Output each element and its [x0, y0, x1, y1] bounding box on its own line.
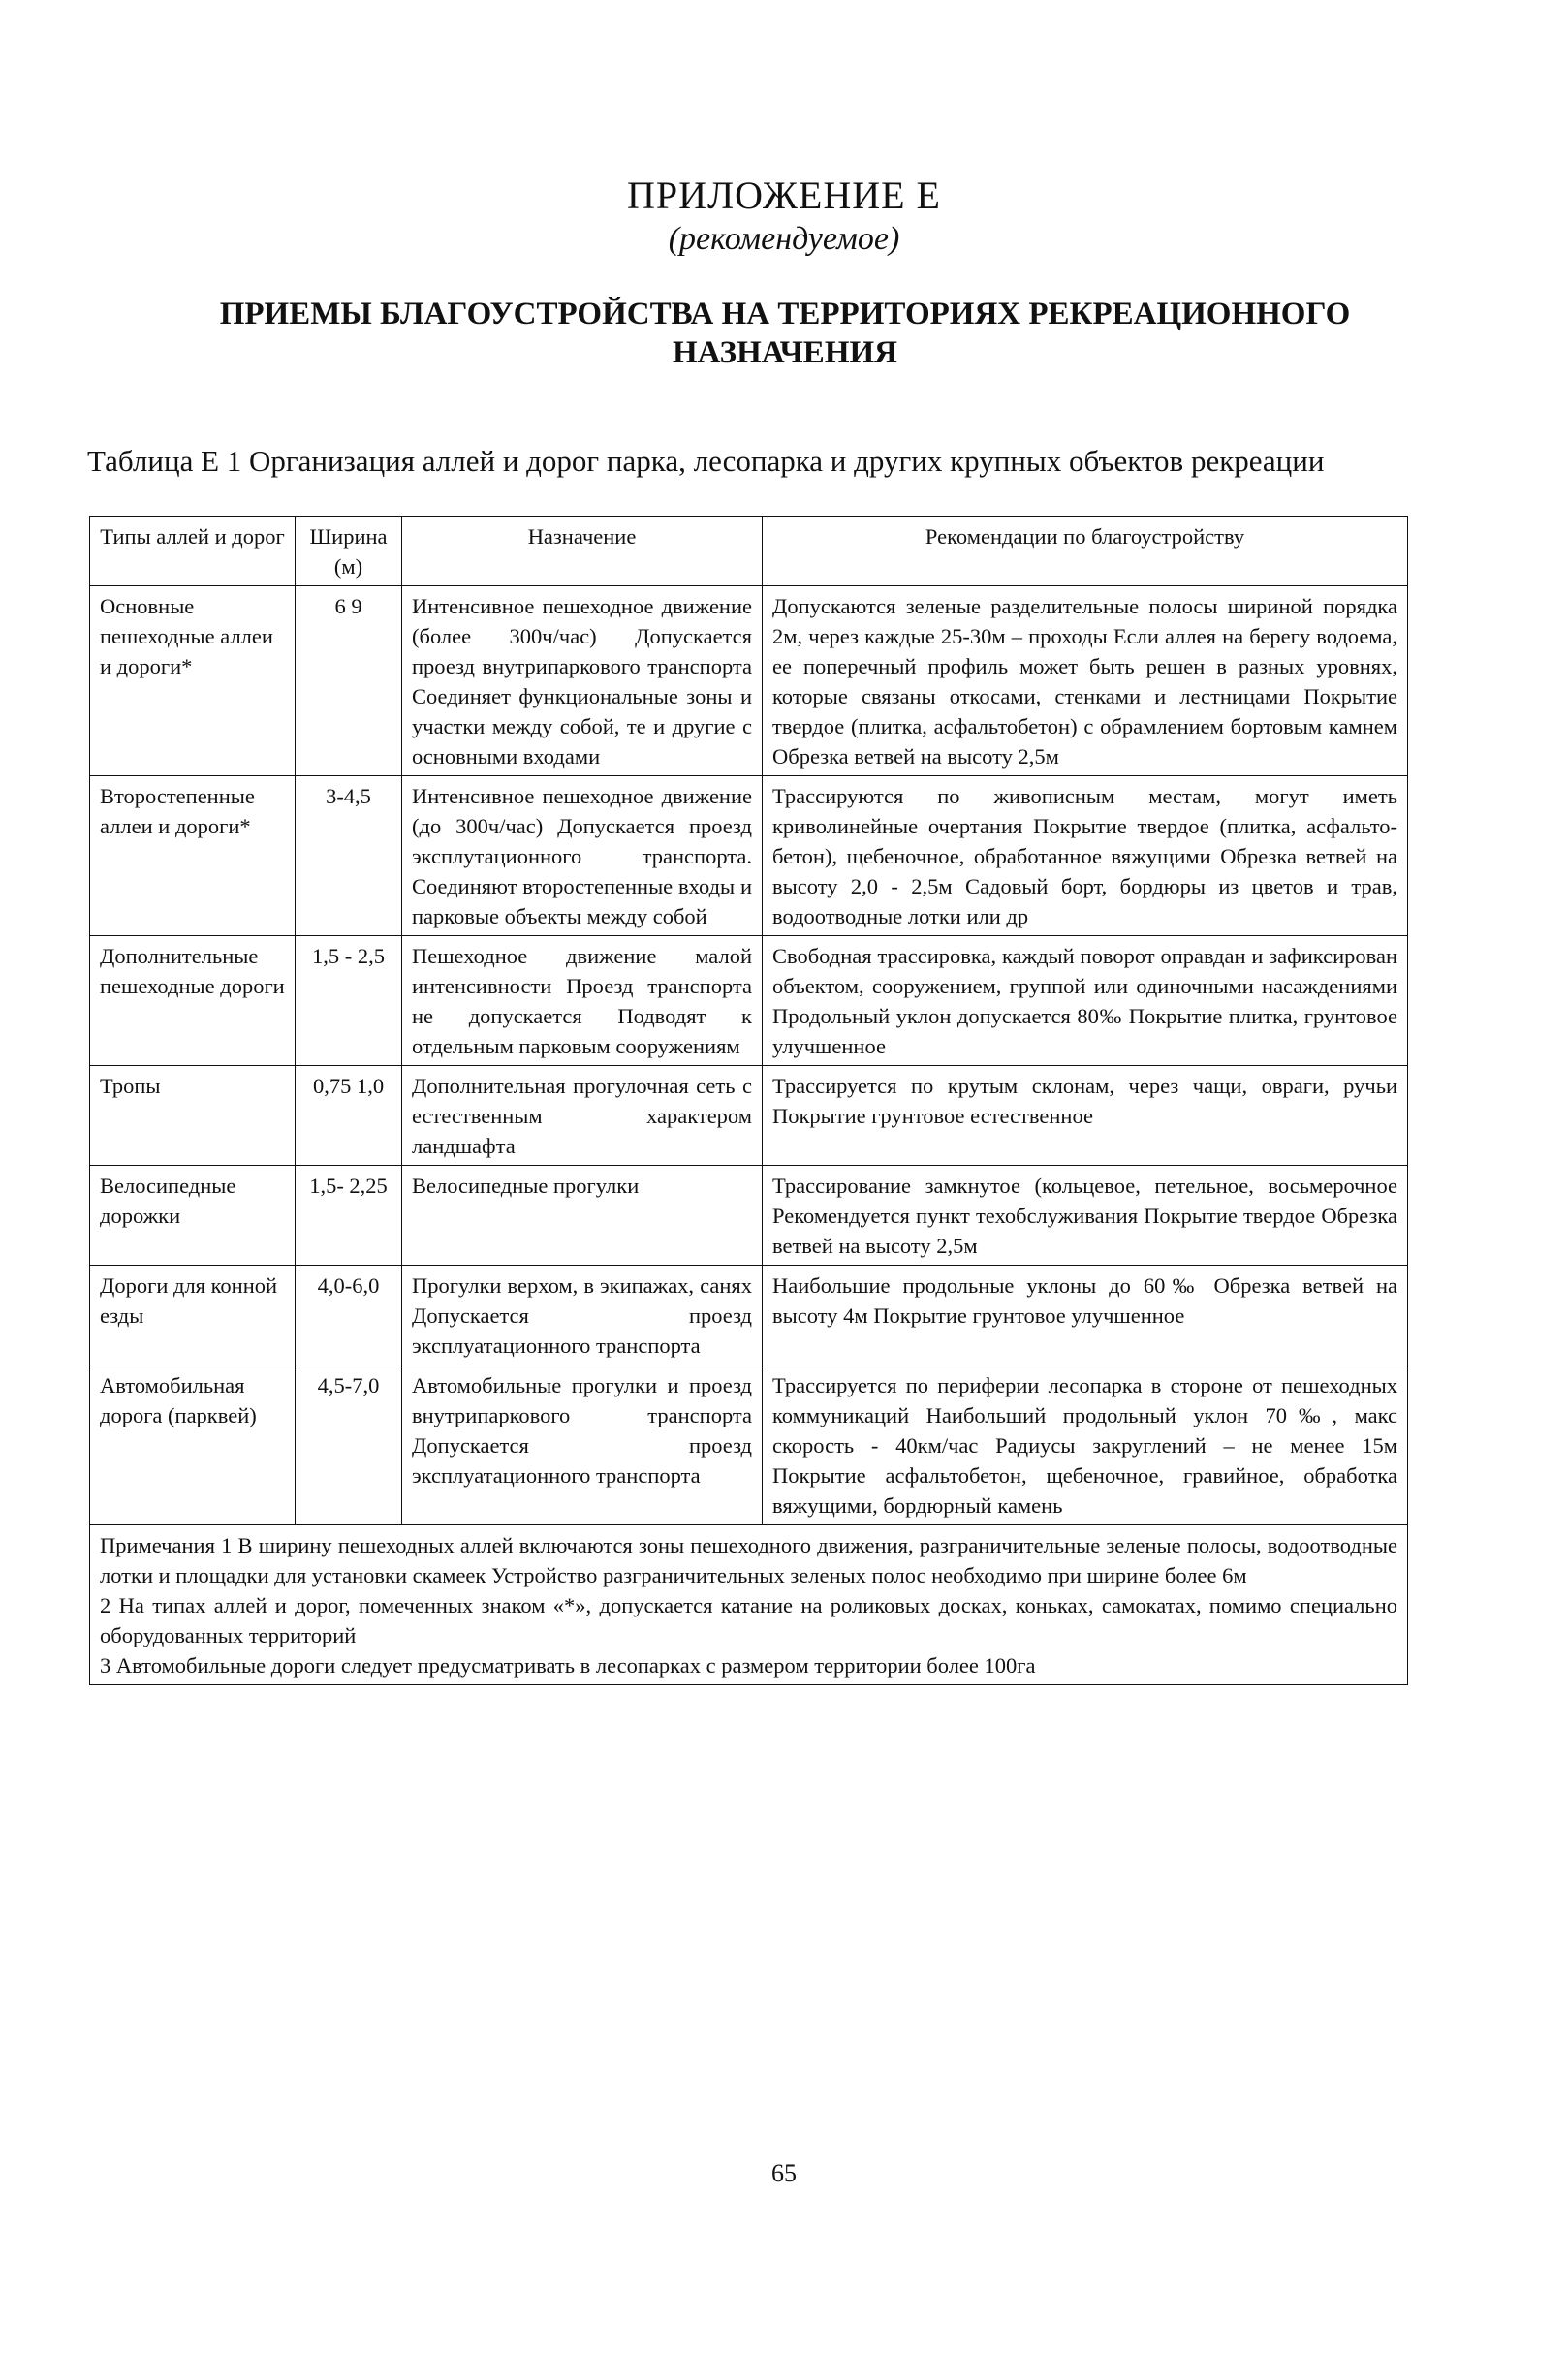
cell-width: 3-4,5: [296, 776, 402, 936]
header-purpose: Назначение: [402, 517, 763, 586]
cell-recommendations: Трассирование замкнутое (кольцевое, петельное, восьмерочное Рекомендуется пункт техобслуживания Покрытие твердое Обрезка ветвей на высоту 2,5м: [763, 1166, 1408, 1266]
cell-recommendations: Свободная трассировка, каждый поворот оправдан и зафиксирован объектом, сооружением, группой или одиночными насаждениями Продольный уклон допускается 80‰ Покрытие плитка, грунтовое улучшенное: [763, 936, 1408, 1066]
header-width: Ширина (м): [296, 517, 402, 586]
table-header-row: [90, 517, 1408, 586]
appendix-title: ПРИЛОЖЕНИЕ Е: [627, 173, 941, 217]
cell-width: 4,0-6,0: [296, 1266, 402, 1365]
cell-type: Дополнительные пешеходные дороги: [90, 936, 296, 1066]
cell-width: 4,5-7,0: [296, 1365, 402, 1525]
header-recommendations: Рекомендации по благоустройству: [763, 517, 1408, 586]
cell-purpose: Пешеходное движение малой интенсивности Проезд транспорта не допускается Подводят к отдельным парковым сооружениям: [402, 936, 763, 1066]
cell-recommendations: Трассируется по периферии лесопарка в стороне от пешеходных коммуникаций Наибольший продольный уклон 70‰, макс скорость - 40км/час Радиусы закруглений – не менее 15м Покрытие асфальтобетон, щебеночное, гравийное, обработка вяжущими, бордюрный камень: [763, 1365, 1408, 1525]
header-type: Типы аллей и дорог: [90, 517, 296, 586]
table-row: [90, 586, 1408, 776]
cell-purpose: Прогулки верхом, в экипажах, санях Допускается проезд эксплуатационного транспорта: [402, 1266, 763, 1365]
cell-purpose: Велосипедные прогулки: [402, 1166, 763, 1266]
note-2: 2 На типах аллей и дорог, помеченных знаком «*», допускается катание на роликовых досках, коньках, самокатах, помимо специально оборудованных территорий: [100, 1593, 1397, 1647]
cell-purpose: Интенсивное пешеходное движение (более 300ч/час) Допускается проезд внутрипаркового транспорта Соединяет функциональные зоны и участки между собой, те и другие с основными входами: [402, 586, 763, 776]
cell-type: Тропы: [90, 1066, 296, 1166]
cell-type: Второстепенные аллеи и дороги*: [90, 776, 296, 936]
note-3: 3 Автомобильные дороги следует предусматривать в лесопарках с размером территории более 100га: [100, 1653, 1036, 1678]
cell-type: Основные пешеходные аллеи и дороги*: [90, 586, 296, 776]
cell-recommendations: Допускаются зеленые разделительные полосы шириной порядка 2м, через каждые 25-30м – проходы Если аллея на берегу водоема, ее поперечный профиль может быть решен в разных уровнях, которые связаны откосами, стенками и лестницами Покрытие твердое (плитка, асфальтобетон) с обрамлением бортовым камнем Обрезка ветвей на высоту 2,5м: [763, 586, 1408, 776]
note-1: Примечания 1 В ширину пешеходных аллей включаются зоны пешеходного движения, разграничительные зеленые полосы, водоотводные лотки и площадки для установки скамеек Устройство разграничительных зеленых полос необходимо при ширине более 6м: [100, 1533, 1397, 1587]
cell-width: 0,75 1,0: [296, 1066, 402, 1166]
cell-purpose: Интенсивное пешеходное движение (до 300ч/час) Допускается проезд эксплутационного транспорта. Соединяют второстепенные входы и парковые объекты между собой: [402, 776, 763, 936]
cell-type: Автомобильная дорога (парквей): [90, 1365, 296, 1525]
cell-recommendations: Трассируется по крутым склонам, через чащи, овраги, ручьи Покрытие грунтовое естественное: [763, 1066, 1408, 1166]
recreation-roads-table: [89, 516, 1408, 1685]
table-row: [90, 1266, 1408, 1365]
table-row: [90, 936, 1408, 1066]
cell-width: 1,5- 2,25: [296, 1166, 402, 1266]
table-row: [90, 1166, 1408, 1266]
cell-recommendations: Трассируются по живописным местам, могут иметь криволинейные очертания Покрытие твердое (плитка, асфальто-бетон), щебеночное, обработанное вяжущими Обрезка ветвей на высоту 2,0 - 2,5м Садовый борт, бордюры из цветов и трав, водоотводные лотки или др: [763, 776, 1408, 936]
cell-type: Велосипедные дорожки: [90, 1166, 296, 1266]
cell-width: 1,5 - 2,5: [296, 936, 402, 1066]
cell-purpose: Дополнительная прогулочная сеть с естественным характером ландшафта: [402, 1066, 763, 1166]
appendix-subtitle: (рекомендуемое): [668, 221, 900, 257]
table-row: [90, 776, 1408, 936]
table-row: [90, 1066, 1408, 1166]
table-notes: [90, 1525, 1408, 1685]
table-row: [90, 1365, 1408, 1525]
cell-recommendations: Наибольшие продольные уклоны до 60‰ Обрезка ветвей на высоту 4м Покрытие грунтовое улучшенное: [763, 1266, 1408, 1365]
cell-purpose: Автомобильные прогулки и проезд внутрипаркового транспорта Допускается проезд эксплуатационного транспорта: [402, 1365, 763, 1525]
notes-row: [90, 1525, 1408, 1685]
page-number: 65: [771, 2159, 797, 2187]
cell-type: Дороги для конной езды: [90, 1266, 296, 1365]
table-caption: Таблица Е 1 Организация аллей и дорог парка, лесопарка и других крупных объектов рекреации: [87, 444, 1325, 478]
page-title: ПРИЕМЫ БЛАГОУСТРОЙСТВА НА ТЕРРИТОРИЯХ РЕКРЕАЦИОННОГО НАЗНАЧЕНИЯ: [219, 297, 1351, 370]
cell-width: 6 9: [296, 586, 402, 776]
